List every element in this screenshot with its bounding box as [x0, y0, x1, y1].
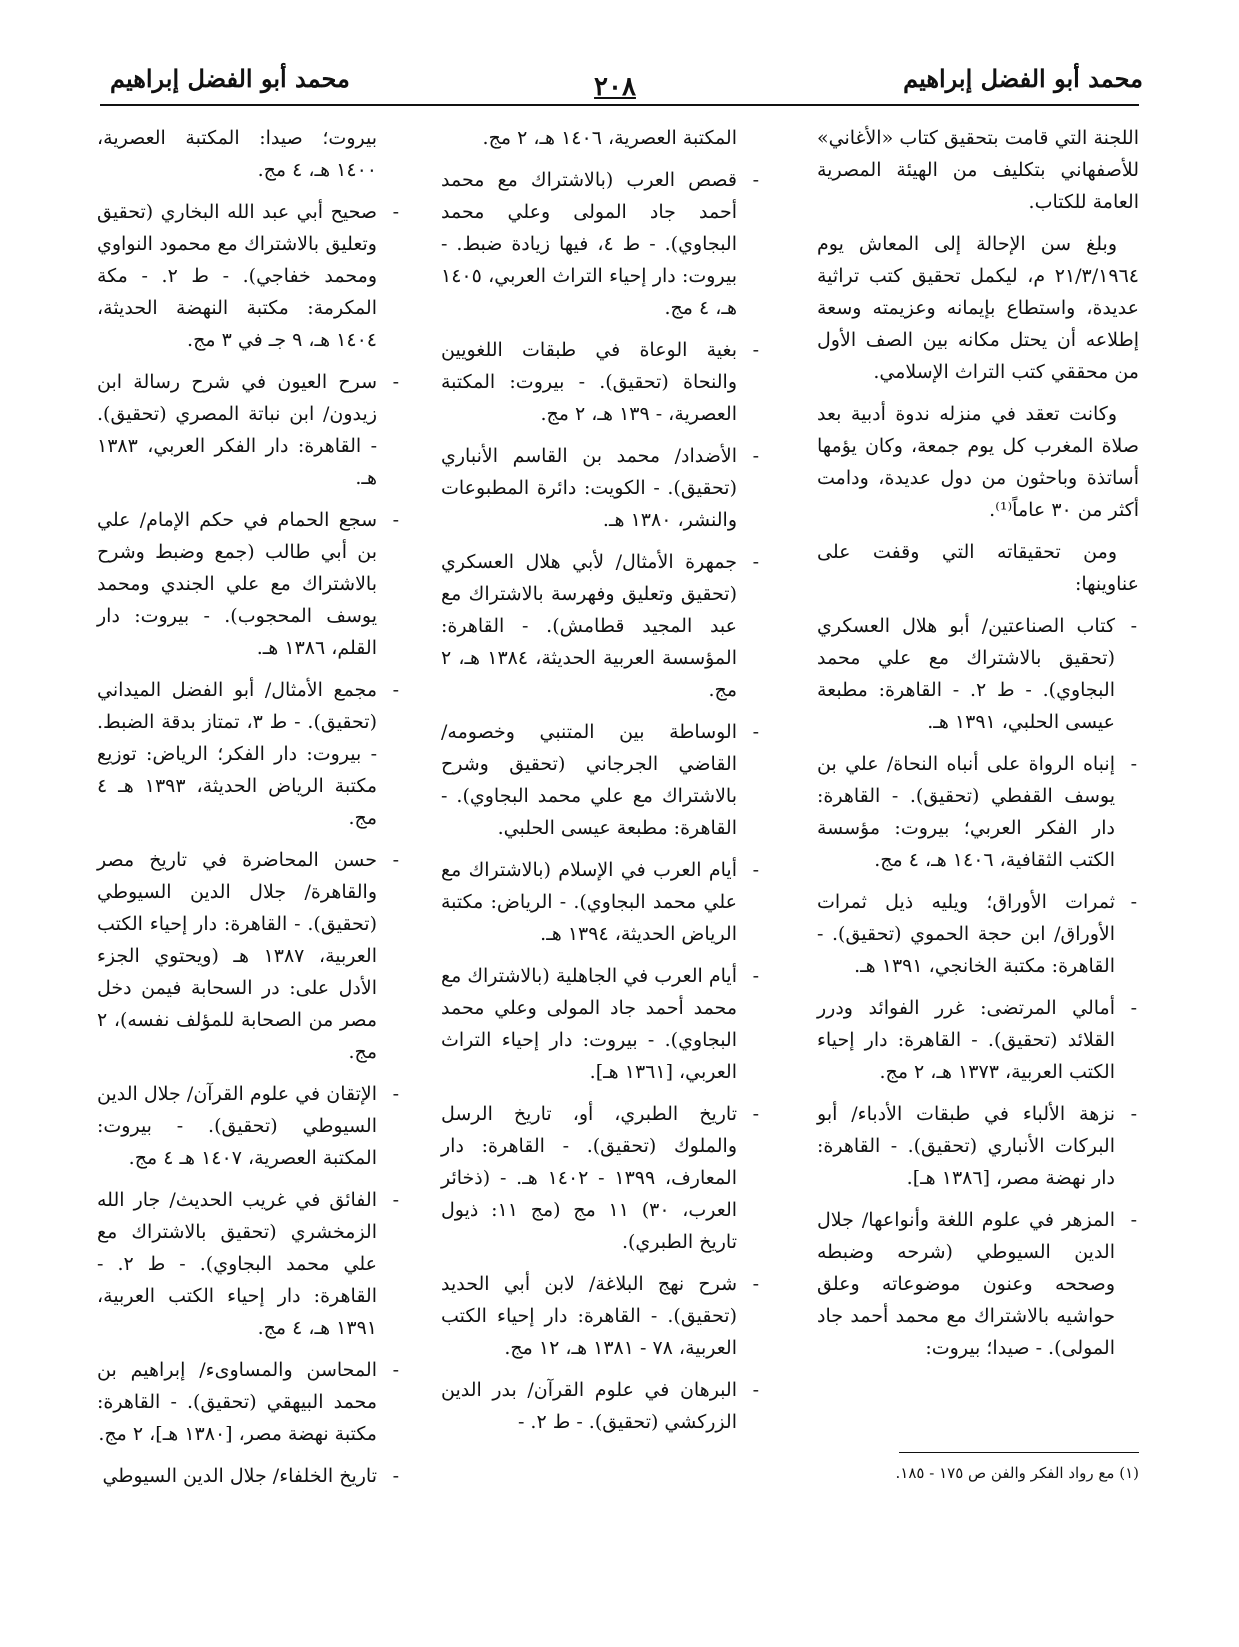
- bibliography-item: - أيام العرب في الإسلام (بالاشتراك مع علي محمد البجاوي). - الرياض: مكتبة الرياض الحديثة، ١٣٩٤ هـ.: [441, 854, 761, 950]
- bibliography-item: - المحاسن والمساوىء/ إبراهيم بن محمد البيهقي (تحقيق). - القاهرة: مكتبة نهضة مصر، [١٣٨٠ هـ]، ٢ مج.: [97, 1354, 401, 1450]
- bibliography-item: - المزهر في علوم اللغة وأنواعها/ جلال الدين السيوطي (شرحه وضبطه وصححه وعنون موضوعاته وعلق حواشيه بالاشتراك مع محمد أحمد جاد المولى). - صيدا؛ بيروت:: [817, 1204, 1139, 1364]
- middle-column: [441, 122, 761, 1622]
- continuation-text: بيروت؛ صيدا: المكتبة العصرية، ١٤٠٠ هـ، ٤ مج.: [97, 127, 377, 181]
- bibliography-item: - مجمع الأمثال/ أبو الفضل الميداني (تحقيق). - ط ٣، تمتاز بدقة الضبط. - بيروت: دار الفكر؛ الرياض: توزيع مكتبة الرياض الحديثة، ١٣٩٣ هـ ٤ مج.: [97, 674, 401, 834]
- bibliography-item: - صحيح أبي عبد الله البخاري (تحقيق وتعليق بالاشتراك مع محمود النواوي ومحمد خفاجي). - ط ٢. - مكة المكرمة: مكتبة النهضة الحديثة، ١٤٠٤ هـ، ٩ جـ في ٣ مج.: [97, 196, 401, 356]
- running-header-right: محمد أبو الفضل إبراهيم: [903, 64, 1143, 93]
- bibliography-item: - الأضداد/ محمد بن القاسم الأنباري (تحقيق). - الكويت: دائرة المطبوعات والنشر، ١٣٨٠ هـ.: [441, 440, 761, 536]
- continuation-text: المكتبة العصرية، ١٤٠٦ هـ، ٢ مج.: [482, 127, 737, 149]
- bibliography-item: - إنباه الرواة على أنباه النحاة/ علي بن يوسف القفطي (تحقيق). - القاهرة: دار الفكر العربي؛ بيروت: مؤسسة الكتب الثقافية، ١٤٠٦ هـ، ٤ مج.: [817, 748, 1139, 876]
- bibliography-item: - جمهرة الأمثال/ لأبي هلال العسكري (تحقيق وتعليق وفهرسة بالاشتراك مع عبد المجيد قطامش). - القاهرة: المؤسسة العربية الحديثة، ١٣٨٤ هـ، ٢ مج.: [441, 546, 761, 706]
- header-rule: [100, 104, 1139, 106]
- bibliography-item: - أمالي المرتضى: غرر الفوائد ودرر القلائد (تحقيق). - القاهرة: دار إحياء الكتب العربية، ١٣٧٣ هـ، ٢ مج.: [817, 992, 1139, 1088]
- footnote-rule: [899, 1452, 1139, 1453]
- footnote: (١) مع رواد الفكر والفن ص ١٧٥ - ١٨٥.: [895, 1464, 1139, 1482]
- bibliography-item: - سرح العيون في شرح رسالة ابن زيدون/ ابن نباتة المصري (تحقيق). - القاهرة: دار الفكر العربي، ١٣٨٣ هـ.: [97, 366, 401, 494]
- right-column: [817, 122, 1139, 1502]
- paragraph: ومن تحقيقاته التي وقفت على عناوينها:: [817, 541, 1139, 595]
- bibliography-item: - الوساطة بين المتنبي وخصومه/ القاضي الجرجاني (تحقيق وشرح بالاشتراك مع علي محمد البجاوي). - القاهرة: مطبعة عيسى الحلبي.: [441, 716, 761, 844]
- bibliography-item: - أيام العرب في الجاهلية (بالاشتراك مع محمد أحمد جاد المولى وعلي محمد البجاوي). - بيروت: دار إحياء التراث العربي، [١٣٦١ هـ].: [441, 960, 761, 1088]
- paragraph: وكانت تعقد في منزله ندوة أدبية بعد صلاة المغرب كل يوم جمعة، وكان يؤمها أساتذة وباحثون من دول عديدة، ودامت أكثر من ٣٠ عاماً⁽¹⁾.: [817, 403, 1139, 521]
- running-header-left: محمد أبو الفضل إبراهيم: [110, 64, 350, 93]
- bibliography-item: - الفائق في غريب الحديث/ جار الله الزمخشري (تحقيق بالاشتراك مع علي محمد البجاوي). - ط ٢. - القاهرة: دار إحياء الكتب العربية، ١٣٩١ هـ، ٤ مج.: [97, 1184, 401, 1344]
- bibliography-item: - كتاب الصناعتين/ أبو هلال العسكري (تحقيق بالاشتراك مع علي محمد البجاوي). - ط ٢. - القاهرة: مطبعة عيسى الحلبي، ١٣٩١ هـ.: [817, 610, 1139, 738]
- page-number: ٢٠٨: [594, 72, 636, 102]
- bibliography-item: - قصص العرب (بالاشتراك مع محمد أحمد جاد المولى وعلي محمد البجاوي). - ط ٤، فيها زيادة ضبط. - بيروت: دار إحياء التراث العربي، ١٤٠٥ هـ، ٤ مج.: [441, 164, 761, 324]
- bibliography-list: [817, 610, 1139, 1364]
- bibliography-item: - حسن المحاضرة في تاريخ مصر والقاهرة/ جلال الدين السيوطي (تحقيق). - القاهرة: دار إحياء الكتب العربية، ١٣٨٧ هـ (ويحتوي الجزء الأدل على: در السحابة فيمن دخل مصر من الصحابة للمؤلف نفسه)، ٢ مج.: [97, 844, 401, 1068]
- bibliography-item: - شرح نهج البلاغة/ لابن أبي الحديد (تحقيق). - القاهرة: دار إحياء الكتب العربية، ٧٨ - ١٣٨١ هـ، ١٢ مج.: [441, 1268, 761, 1364]
- bibliography-item: - نزهة الألباء في طبقات الأدباء/ أبو البركات الأنباري (تحقيق). - القاهرة: دار نهضة مصر، [١٣٨٦ هـ].: [817, 1098, 1139, 1194]
- bibliography-list: [441, 164, 761, 1438]
- bibliography-item: - تاريخ الطبري، أو، تاريخ الرسل والملوك (تحقيق). - القاهرة: دار المعارف، ١٣٩٩ - ١٤٠٢ هـ. - (ذخائر العرب، ٣٠) ١١ مج (مج ١١: ذيول تاريخ الطبري).: [441, 1098, 761, 1258]
- paragraph: وبلغ سن الإحالة إلى المعاش يوم ٢١/٣/١٩٦٤ م، ليكمل تحقيق كتب تراثية عديدة، واستطاع بإيمانه وعزيمته وسعة إطلاعه أن يحتل مكانه بين الصف الأول من محققي كتب التراث الإسلامي.: [817, 233, 1139, 383]
- left-column: [97, 122, 401, 1622]
- bibliography-item: - تاريخ الخلفاء/ جلال الدين السيوطي: [97, 1460, 401, 1492]
- bibliography-item: - البرهان في علوم القرآن/ بدر الدين الزركشي (تحقيق). - ط ٢. -: [441, 1374, 761, 1438]
- bibliography-item: - سجع الحمام في حكم الإمام/ علي بن أبي طالب (جمع وضبط وشرح بالاشتراك مع علي الجندي ومحمد يوسف المحجوب). - بيروت: دار القلم، ١٣٨٦ هـ.: [97, 504, 401, 664]
- paragraph: اللجنة التي قامت بتحقيق كتاب «الأغاني» للأصفهاني بتكليف من الهيئة المصرية العامة للكتاب.: [817, 127, 1139, 213]
- bibliography-item: - بغية الوعاة في طبقات اللغويين والنحاة (تحقيق). - بيروت: المكتبة العصرية، - ١٣٩ هـ، ٢ مج.: [441, 334, 761, 430]
- bibliography-item: - الإتقان في علوم القرآن/ جلال الدين السيوطي (تحقيق). - بيروت: المكتبة العصرية، ١٤٠٧ هـ ٤ مج.: [97, 1078, 401, 1174]
- bibliography-list: [97, 196, 401, 1492]
- bibliography-item: - ثمرات الأوراق؛ ويليه ذيل ثمرات الأوراق/ ابن حجة الحموي (تحقيق). - القاهرة: مكتبة الخانجي، ١٣٩١ هـ.: [817, 886, 1139, 982]
